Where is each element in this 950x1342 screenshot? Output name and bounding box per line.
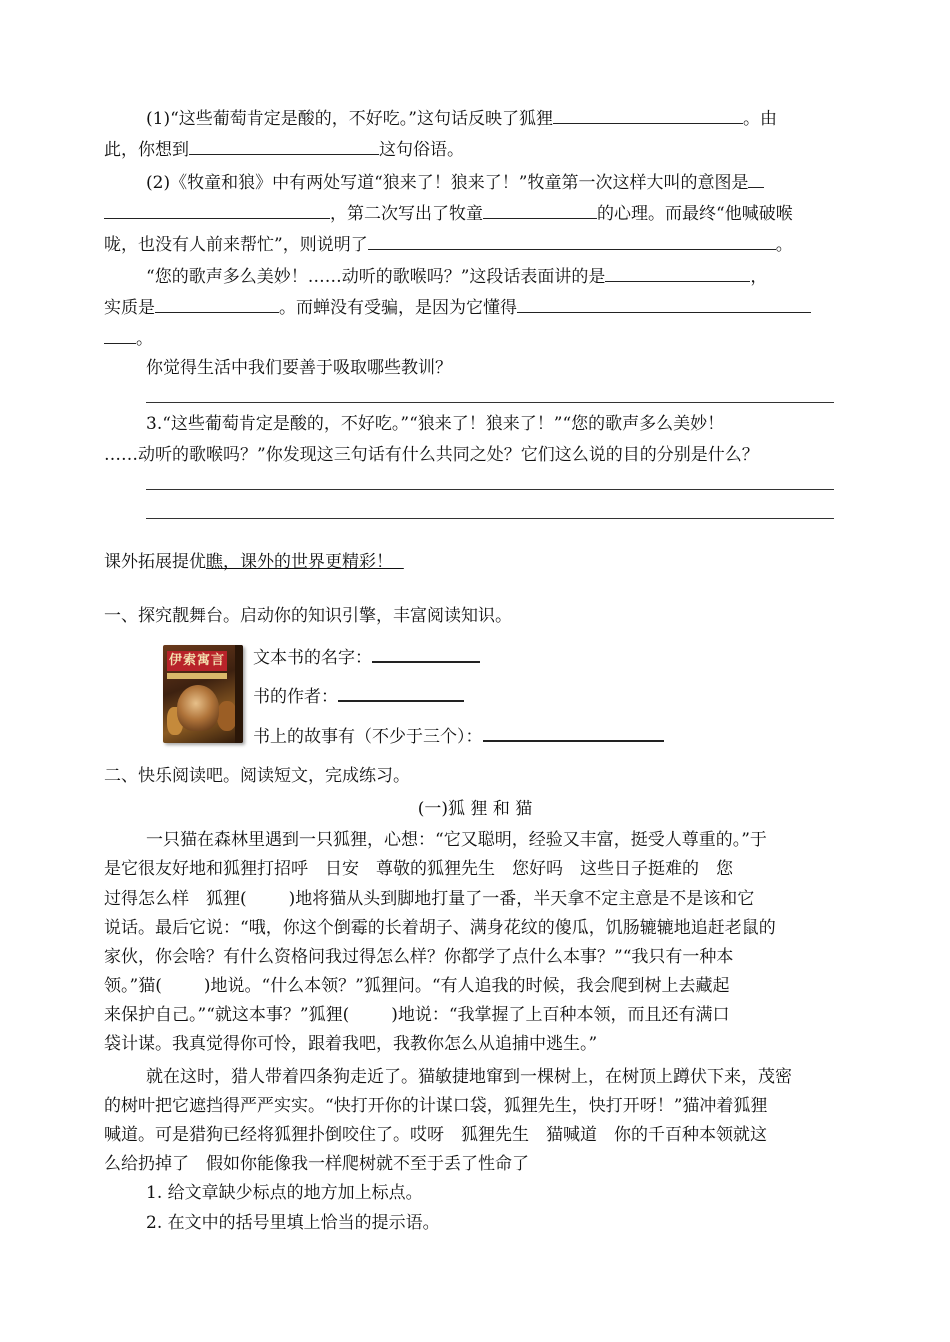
q1-blank-1[interactable] <box>553 106 743 124</box>
q4-line: 你觉得生活中我们要善于吸取哪些教训？ <box>146 358 452 378</box>
q2-blank-1b[interactable] <box>104 201 330 219</box>
q5-line1: 3.“这些葡萄肯定是酸的，不好吃。”“狼来了！狼来了！”“您的歌声多么美妙！ <box>146 414 725 434</box>
story-p2-line3: 喊道。可是猎狗已经将狐狸扑倒咬住了。哎呀 狐狸先生 猫喊道 你的千百种本领就这 <box>104 1125 767 1145</box>
book-name-row: 文本书的名字： <box>253 644 950 669</box>
q3-line3: 。 <box>104 326 848 350</box>
story-title: (一)狐 狸 和 猫 <box>417 799 533 819</box>
q1-blank-2[interactable] <box>189 137 379 155</box>
q3-blank-1[interactable] <box>605 264 750 282</box>
stories-row: 书上的故事有（不少于三个）： <box>253 723 950 748</box>
section-1-title: 一、探究靓舞台。启动你的知识引擎，丰富阅读知识。 <box>104 606 512 626</box>
story-p2-line4: 么给扔掉了 假如你能像我一样爬树就不至于丢了性命了 <box>104 1154 529 1174</box>
q5-answer-line-2[interactable] <box>146 518 834 519</box>
q4-answer-line[interactable] <box>146 402 834 403</box>
q2-blank-3[interactable] <box>368 232 776 250</box>
q2-blank-2[interactable] <box>483 201 597 219</box>
q5-answer-line-1[interactable] <box>146 489 834 490</box>
q3-line2: 实质是 。而蝉没有受骗，是因为它懂得 <box>104 295 848 319</box>
book-cover-title: 伊索寓言 <box>167 651 227 671</box>
story-p2-line2: 的树叶把它遮挡得严严实实。“快打开你的计谋口袋，狐狸先生，快打开呀！”猫冲着狐狸 <box>104 1096 768 1116</box>
author-blank[interactable] <box>338 683 464 702</box>
story-p2-line1: 就在这时，猎人带着四条狗走近了。猫敏捷地窜到一棵树上，在树顶上蹲伏下来，茂密 <box>146 1067 792 1087</box>
q3-blank-2[interactable] <box>155 295 279 313</box>
section-2-title: 二、快乐阅读吧。阅读短文，完成练习。 <box>104 766 410 786</box>
q5-line2: ……动听的歌喉吗？”你发现这三句话有什么共同之处？它们这么说的目的分别是什么？ <box>104 445 759 465</box>
q1-text: (1)“这些葡萄肯定是酸的，不好吃。”这句话反映了狐狸 <box>146 109 553 129</box>
extension-heading: 课外拓展提优瞧，课外的世界更精彩！ <box>104 552 393 572</box>
q2-line1: (2)《牧童和狼》中有两处写道“狼来了！狼来了！”牧童第一次这样大叫的意图是 <box>146 170 890 194</box>
stories-blank[interactable] <box>483 723 664 742</box>
story-p1-line4: 说话。最后它说：“哦，你这个倒霉的长着胡子、满身花纹的傻瓜，饥肠辘辘地追赶老鼠的 <box>104 918 776 938</box>
task-1: 1. 给文章缺少标点的地方加上标点。 <box>146 1183 423 1203</box>
story-p1-line6: 领。”猫( )地说。“什么本领？”狐狸问。“有人追我的时候，我会爬到树上去藏起 <box>104 976 730 996</box>
book-name-blank[interactable] <box>372 644 480 663</box>
author-row: 书的作者： <box>253 683 950 708</box>
story-p1-line8: 袋计谋。我真觉得你可怜，跟着我吧，我教你怎么从追捕中逃生。” <box>104 1034 598 1054</box>
q3-line1: “您的歌声多么美妙！……动听的歌喉吗？”这段话表面讲的是 ， <box>146 264 890 288</box>
q2-blank-1a[interactable] <box>748 170 764 188</box>
q3-blank-3b[interactable] <box>104 326 136 344</box>
story-p1-line3: 过得怎么样 狐狸( )地将猫从头到脚地打量了一番，半天拿不定主意是不是该和它 <box>104 889 755 909</box>
task-2: 2. 在文中的括号里填上恰当的提示语。 <box>146 1213 440 1233</box>
story-p1-line5: 家伙，你会啥？有什么资格问我过得怎么样？你都学了点什么本事？”“我只有一种本 <box>104 947 734 967</box>
q3-blank-3a[interactable] <box>517 295 811 313</box>
q1-line2: 此，你想到 这句俗语。 <box>104 137 848 161</box>
extension-slogan: 瞧，课外的世界更精彩！ <box>206 552 393 572</box>
q1-line1: (1)“这些葡萄肯定是酸的，不好吃。”这句话反映了狐狸 。由 <box>146 106 890 130</box>
q2-line3: 咙，也没有人前来帮忙”，则说明了 。 <box>104 232 848 256</box>
story-p1-line2: 是它很友好地和狐狸打招呼 日安 尊敬的狐狸先生 您好吗 这些日子挺难的 您 <box>104 859 733 879</box>
story-p1-line7: 来保护自己。”“就这本事？”狐狸( )地说：“我掌握了上百种本领，而且还有满口 <box>104 1005 730 1025</box>
story-p1-line1: 一只猫在森林里遇到一只狐狸，心想：“它又聪明，经验又丰富，挺受人尊重的。”于 <box>146 830 767 850</box>
book-cover-image <box>163 645 243 743</box>
q2-line2: ，第二次写出了牧童 的心理。而最终“他喊破喉 <box>104 201 848 225</box>
